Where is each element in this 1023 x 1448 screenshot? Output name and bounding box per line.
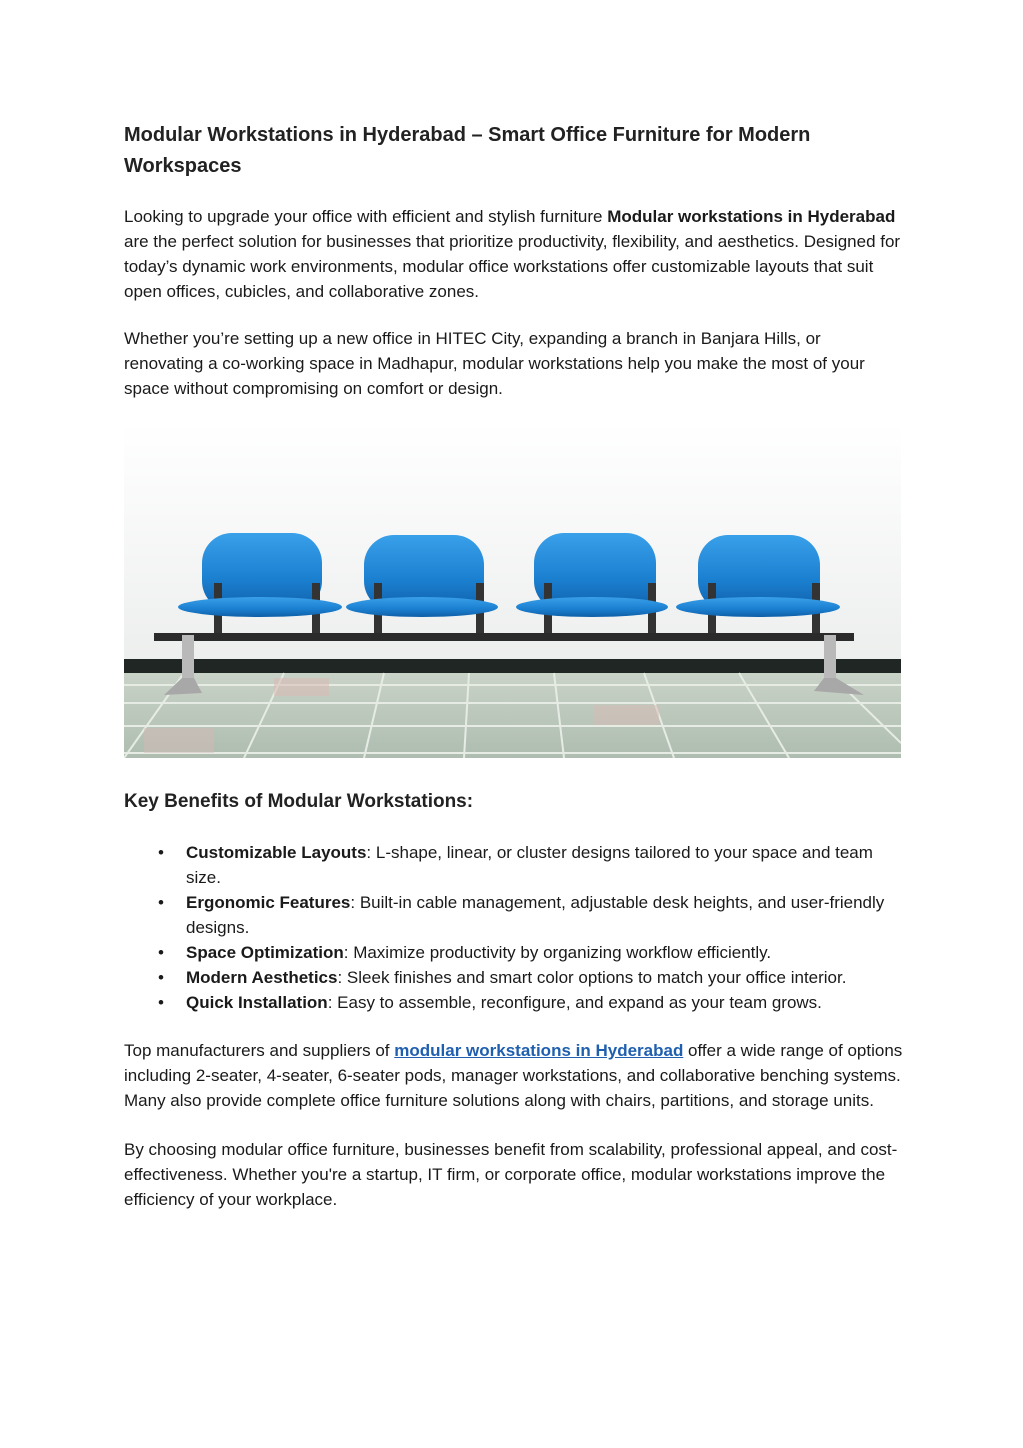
- suppliers-text-end: offer a wide range of options including 2-seater, 4-seater, 6-seater pods, manager workstations, and collaborative benching systems. Many also provide complete office furniture solutions along with chairs, partitions, and storage units.: [124, 1041, 903, 1110]
- article: [124, 120, 904, 1212]
- list-item: [158, 940, 904, 965]
- benefit-text: : Maximize productivity by organizing workflow efficiently.: [343, 943, 772, 962]
- list-item: [158, 990, 904, 1015]
- locations-paragraph: Whether you’re setting up a new office in HITEC City, expanding a branch in Banjara Hills, or renovating a co-working space in Madhapur, modular workstations help you make the most of your space without compromising on comfort or design.: [124, 329, 865, 398]
- bullet: •: [158, 893, 164, 912]
- modular-workstations-link[interactable]: modular workstations in Hyderabad: [394, 1041, 684, 1060]
- benefit-text: : Easy to assemble, reconfigure, and expand as your team grows.: [327, 993, 822, 1012]
- benefit-term: Ergonomic Features: [186, 893, 351, 912]
- benefit-term: Quick Installation: [186, 993, 328, 1012]
- intro-paragraph: [124, 204, 904, 304]
- intro-text-start: Looking to upgrade your office with efficient and stylish furniture: [124, 207, 608, 226]
- list-item: [158, 840, 904, 890]
- list-item: [158, 890, 904, 940]
- bullet: •: [158, 943, 164, 962]
- benefit-term: Customizable Layouts: [186, 843, 367, 862]
- benefit-term: Space Optimization: [186, 943, 344, 962]
- benefits-list: [124, 840, 904, 1015]
- suppliers-text-start: Top manufacturers and suppliers of: [124, 1041, 395, 1060]
- bullet: •: [158, 968, 164, 987]
- page-title: Modular Workstations in Hyderabad – Smart Office Furniture for Modern Workspaces: [124, 124, 811, 177]
- bullet: •: [158, 843, 164, 862]
- intro-bold-keyword: Modular workstations in Hyderabad: [607, 207, 896, 226]
- intro-text-end: are the perfect solution for businesses that prioritize productivity, flexibility, and aesthetics. Designed for today’s dynamic work environments, modular office workstations offer customizable layouts that suit open offices, cubicles, and collaborative zones.: [124, 232, 901, 301]
- benefit-text: : Built-in cable management, adjustable desk heights, and user-friendly designs.: [186, 893, 885, 937]
- benefit-text: : Sleek finishes and smart color options to match your office interior.: [337, 968, 847, 987]
- benefits-heading: Key Benefits of Modular Workstations:: [124, 791, 474, 812]
- benefit-text: : L-shape, linear, or cluster designs tailored to your space and team size.: [186, 843, 873, 887]
- blue-chairs-photo: [124, 423, 901, 758]
- bullet: •: [158, 993, 164, 1012]
- list-item: [158, 965, 904, 990]
- benefit-term: Modern Aesthetics: [186, 968, 338, 987]
- closing-paragraph: By choosing modular office furniture, businesses benefit from scalability, professional appeal, and cost-effectiveness. Whether you're a startup, IT firm, or corporate office, modular workstations improve the efficiency of your workplace.: [124, 1140, 898, 1209]
- suppliers-paragraph: [124, 1038, 904, 1113]
